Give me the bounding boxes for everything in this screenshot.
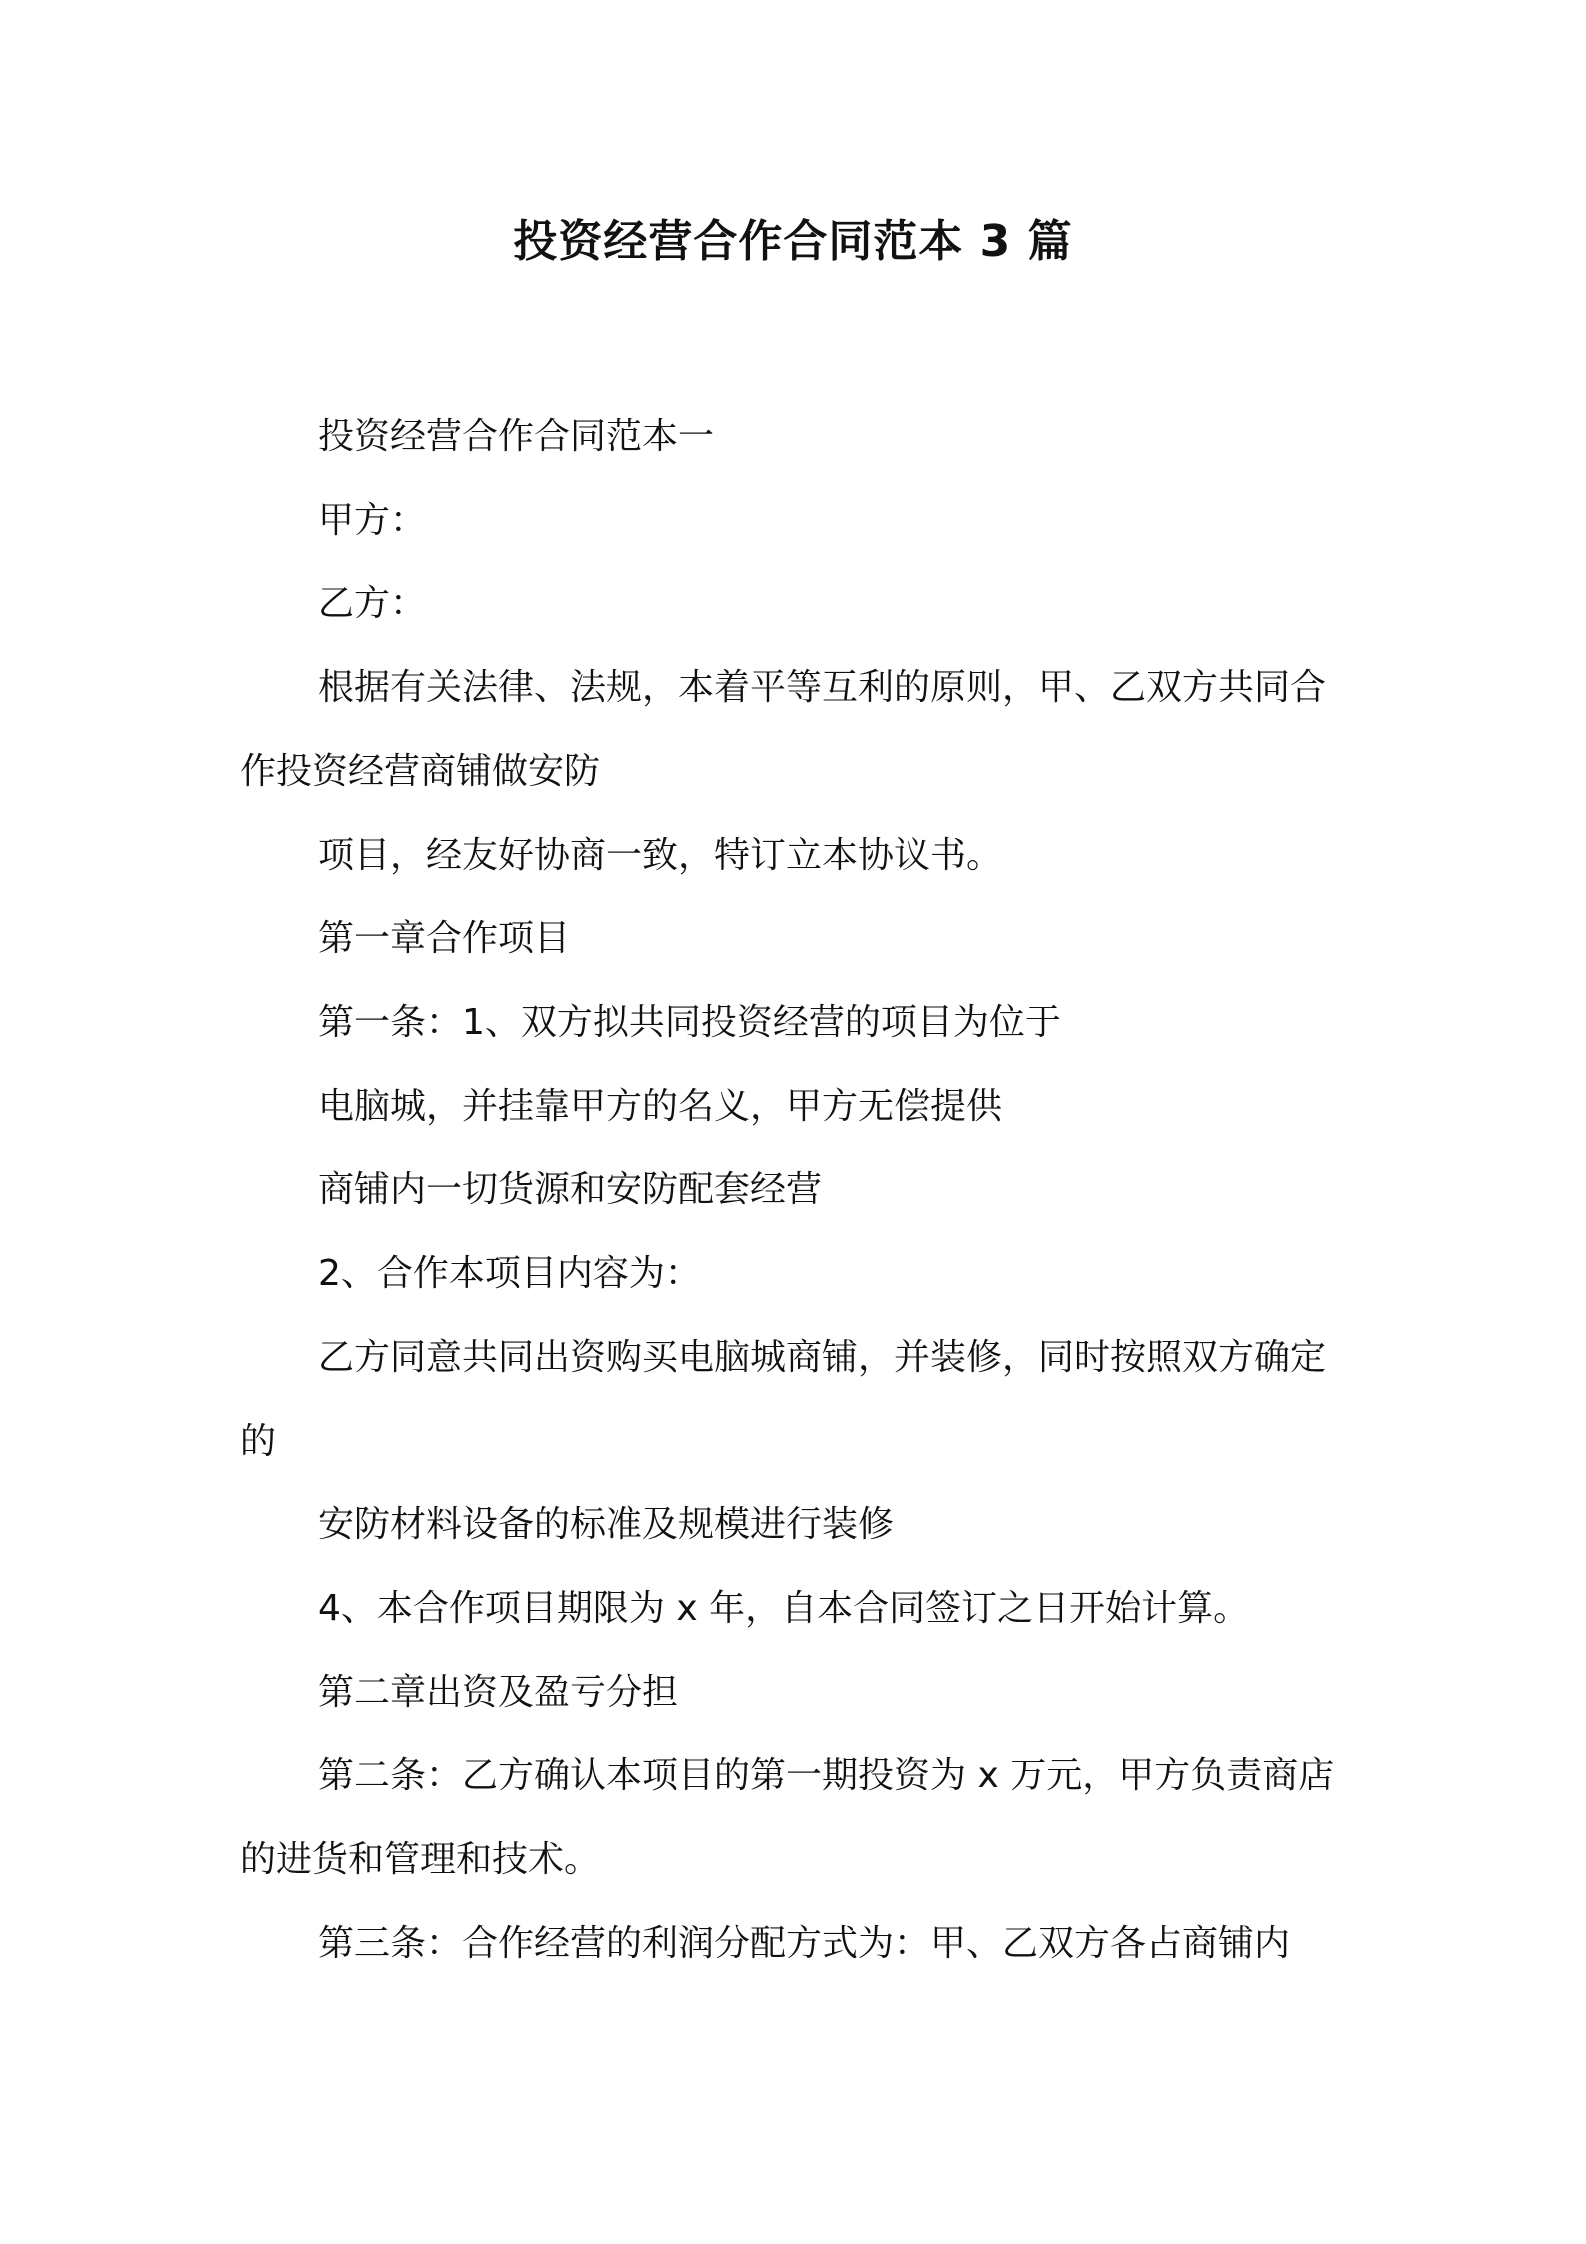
text-line: 4、本合作项目期限为 x 年，自本合同签订之日开始计算。 <box>318 1588 1250 1629</box>
text-line: 第二条：乙方确认本项目的第一期投资为 x 万元，甲方负责商店 <box>318 1755 1335 1796</box>
text-line: 乙方同意共同出资购买电脑城商铺，并装修，同时按照双方确定 <box>318 1337 1327 1378</box>
text-line: 2、合作本项目内容为： <box>318 1253 701 1294</box>
text-line: 项目，经友好协商一致，特订立本协议书。 <box>318 835 1003 876</box>
document-title: 投资经营合作合同范本 3 篇 <box>513 216 1073 267</box>
chapter-heading: 第一章合作项目 <box>318 918 571 959</box>
text-line: 作投资经营商铺做安防 <box>240 751 601 792</box>
text-line: 的进货和管理和技术。 <box>240 1839 601 1880</box>
text-line: 的 <box>240 1421 277 1462</box>
text-line: 投资经营合作合同范本一 <box>318 416 715 457</box>
text-line: 根据有关法律、法规，本着平等互利的原则，甲、乙双方共同合 <box>318 667 1327 708</box>
text-line: 第一条：1、双方拟共同投资经营的项目为位于 <box>318 1002 1061 1043</box>
chapter-heading: 第二章出资及盈亏分担 <box>318 1672 679 1713</box>
text-line: 商铺内一切货源和安防配套经营 <box>318 1169 823 1210</box>
text-line: 乙方： <box>318 583 427 624</box>
text-line: 甲方： <box>318 500 427 541</box>
text-line: 电脑城，并挂靠甲方的名义，甲方无偿提供 <box>318 1086 1003 1127</box>
text-line: 安防材料设备的标准及规模进行装修 <box>318 1504 895 1545</box>
text-line: 第三条：合作经营的利润分配方式为：甲、乙双方各占商铺内 <box>318 1923 1291 1964</box>
